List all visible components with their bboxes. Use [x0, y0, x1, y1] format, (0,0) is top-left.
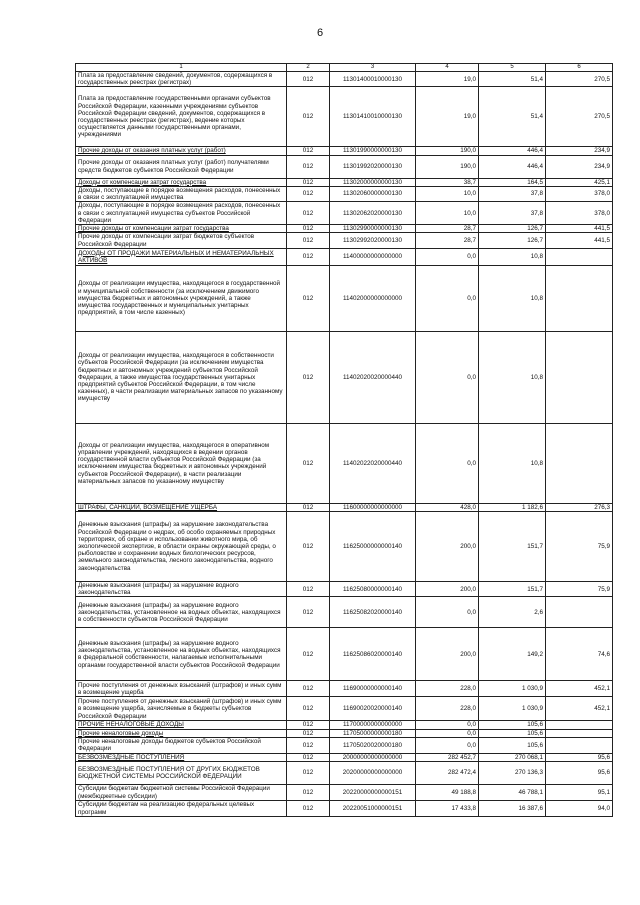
header-cell: 5: [479, 64, 546, 72]
page-number: 6: [316, 27, 324, 39]
row-planned-cell: 49 188,8: [416, 785, 479, 801]
row-admin-code-cell: 012: [287, 248, 330, 265]
row-percent-cell: 425,1: [546, 178, 613, 186]
table-row: [76, 72, 613, 87]
row-budget-code-cell: 11302990000000130: [330, 225, 416, 233]
row-name-cell: Прочие доходы от компенсации затрат государства: [76, 225, 287, 233]
row-budget-code-cell: 11301400010000130: [330, 72, 416, 87]
row-admin-code-cell: 012: [287, 737, 330, 753]
row-budget-code-cell: 20220000000000151: [330, 785, 416, 801]
row-planned-cell: 228,0: [416, 681, 479, 697]
row-percent-cell: [546, 248, 613, 265]
row-planned-cell: 282 452,7: [416, 753, 479, 761]
table-row: [76, 762, 613, 785]
row-planned-cell: 0,0: [416, 729, 479, 737]
row-admin-code-cell: 012: [287, 155, 330, 178]
row-admin-code-cell: 012: [287, 628, 330, 681]
row-budget-code-cell: 11700000000000000: [330, 721, 416, 729]
row-actual-cell: 51,4: [479, 72, 546, 87]
row-name-cell: Доходы, поступающие в порядке возмещения расходов, понесенных в связи с эксплуатацией имущества субъектов Российской Федерации: [76, 202, 287, 225]
row-planned-cell: 228,0: [416, 697, 479, 721]
header-cell: 4: [416, 64, 479, 72]
row-budget-code-cell: 11600000000000000: [330, 503, 416, 511]
row-percent-cell: [546, 597, 613, 628]
table-row: [76, 178, 613, 186]
row-budget-code-cell: 11402000000000000: [330, 265, 416, 331]
row-admin-code-cell: 012: [287, 681, 330, 697]
row-name-cell: ШТРАФЫ, САНКЦИИ, ВОЗМЕЩЕНИЕ УЩЕРБА: [76, 503, 287, 511]
table-row: [76, 186, 613, 201]
row-planned-cell: 190,0: [416, 155, 479, 178]
row-actual-cell: 10,8: [479, 423, 546, 503]
row-admin-code-cell: 012: [287, 582, 330, 597]
row-name-cell: Прочие доходы от оказания платных услуг (работ): [76, 147, 287, 155]
row-planned-cell: 38,7: [416, 178, 479, 186]
row-name-cell: Прочие доходы от оказания платных услуг (работ) получателями средств бюджетов субъектов Российской Федерации: [76, 155, 287, 178]
table-row: [76, 729, 613, 737]
table-row: [76, 753, 613, 761]
row-actual-cell: 51,4: [479, 87, 546, 147]
row-percent-cell: 95,1: [546, 785, 613, 801]
row-name-cell: Прочие неналоговые доходы бюджетов субъектов Российской Федерации: [76, 737, 287, 753]
row-actual-cell: 2,6: [479, 597, 546, 628]
row-name-cell: Доходы от реализации имущества, находящегося в собственности субъектов Российской Федерации (за исключением имущества бюджетных и автономных учреждений субъектов Российской Федерации, а также имущества государственных унитарных предприятий субъектов Российской Федерации, в том числе казенных), в части реализации материальных запасов по указанному имуществу: [76, 331, 287, 423]
row-admin-code-cell: 012: [287, 423, 330, 503]
header-cell: 1: [76, 64, 287, 72]
table-row: [76, 248, 613, 265]
row-actual-cell: 151,7: [479, 512, 546, 582]
row-planned-cell: 200,0: [416, 582, 479, 597]
table-row: [76, 87, 613, 147]
row-name-cell: Денежные взыскания (штрафы) за нарушение водного законодательства: [76, 582, 287, 597]
row-budget-code-cell: 11301992020000130: [330, 155, 416, 178]
table-row: [76, 503, 613, 511]
row-planned-cell: 190,0: [416, 147, 479, 155]
row-actual-cell: 270 068,1: [479, 753, 546, 761]
row-budget-code-cell: 11302062020000130: [330, 202, 416, 225]
row-planned-cell: 19,0: [416, 87, 479, 147]
row-name-cell: БЕЗВОЗМЕЗДНЫЕ ПОСТУПЛЕНИЯ ОТ ДРУГИХ БЮДЖЕТОВ БЮДЖЕТНОЙ СИСТЕМЫ РОССИЙСКОЙ ФЕДЕРАЦИИ: [76, 762, 287, 785]
row-admin-code-cell: 012: [287, 721, 330, 729]
row-percent-cell: 270,5: [546, 87, 613, 147]
row-actual-cell: 1 030,9: [479, 697, 546, 721]
row-actual-cell: 105,6: [479, 721, 546, 729]
row-percent-cell: 270,5: [546, 72, 613, 87]
table-row: [76, 785, 613, 801]
row-name-cell: Субсидии бюджетам на реализацию федеральных целевых программ: [76, 801, 287, 817]
row-percent-cell: 452,1: [546, 697, 613, 721]
row-budget-code-cell: 11302000000000130: [330, 178, 416, 186]
row-actual-cell: 16 387,6: [479, 801, 546, 817]
row-name-cell: Прочие доходы от компенсации затрат бюджетов субъектов Российской Федерации: [76, 233, 287, 248]
row-admin-code-cell: 012: [287, 512, 330, 582]
row-planned-cell: 0,0: [416, 265, 479, 331]
row-admin-code-cell: 012: [287, 202, 330, 225]
row-planned-cell: 0,0: [416, 248, 479, 265]
table-row: [76, 202, 613, 225]
row-budget-code-cell: 11625086020000140: [330, 628, 416, 681]
table-row: [76, 233, 613, 248]
row-budget-code-cell: 20200000000000000: [330, 762, 416, 785]
table-row: [76, 628, 613, 681]
row-name-cell: Плата за предоставление государственными органами субъектов Российской Федерации, казенными учреждениями субъектов Российской Федерации сведений, документов, содержащихся в государственных реестрах (регистрах), ведение которых осуществляется данными государственными органами, учреждениями: [76, 87, 287, 147]
row-planned-cell: 19,0: [416, 72, 479, 87]
row-admin-code-cell: 012: [287, 597, 330, 628]
row-percent-cell: 75,9: [546, 582, 613, 597]
row-percent-cell: 452,1: [546, 681, 613, 697]
row-name-cell: Денежные взыскания (штрафы) за нарушение водного законодательства, установленное на водных объектах, находящихся в собственности субъектов Российской Федерации: [76, 597, 287, 628]
row-actual-cell: 10,8: [479, 265, 546, 331]
row-percent-cell: 276,3: [546, 503, 613, 511]
row-actual-cell: 105,6: [479, 737, 546, 753]
row-budget-code-cell: 11705000000000180: [330, 729, 416, 737]
row-actual-cell: 446,4: [479, 147, 546, 155]
table-row: [76, 737, 613, 753]
row-budget-code-cell: 11302992020000130: [330, 233, 416, 248]
row-planned-cell: 0,0: [416, 721, 479, 729]
row-planned-cell: 10,0: [416, 202, 479, 225]
row-actual-cell: 126,7: [479, 233, 546, 248]
row-percent-cell: 95,6: [546, 753, 613, 761]
row-budget-code-cell: 11301410010000130: [330, 87, 416, 147]
row-planned-cell: 200,0: [416, 512, 479, 582]
table-row: [76, 801, 613, 817]
row-percent-cell: 95,6: [546, 762, 613, 785]
row-actual-cell: 164,5: [479, 178, 546, 186]
table-row: [76, 265, 613, 331]
row-admin-code-cell: 012: [287, 147, 330, 155]
table-row: [76, 582, 613, 597]
row-name-cell: Прочие неналоговые доходы: [76, 729, 287, 737]
table-row: [76, 423, 613, 503]
row-percent-cell: 94,0: [546, 801, 613, 817]
row-admin-code-cell: 012: [287, 801, 330, 817]
row-planned-cell: 0,0: [416, 331, 479, 423]
row-actual-cell: 270 136,3: [479, 762, 546, 785]
row-budget-code-cell: 11690020020000140: [330, 697, 416, 721]
row-admin-code-cell: 012: [287, 729, 330, 737]
row-actual-cell: 126,7: [479, 225, 546, 233]
table-row: [76, 155, 613, 178]
row-planned-cell: 10,0: [416, 186, 479, 201]
row-planned-cell: 428,0: [416, 503, 479, 511]
row-budget-code-cell: 11625080000000140: [330, 582, 416, 597]
row-budget-code-cell: 11625082020000140: [330, 597, 416, 628]
row-percent-cell: 441,5: [546, 233, 613, 248]
row-percent-cell: [546, 423, 613, 503]
row-name-cell: Денежные взыскания (штрафы) за нарушение водного законодательства, установленное на водных объектах, находящихся в федеральной собственности, налагаемые исполнительными органами государственной власти субъектов Российской Федерации: [76, 628, 287, 681]
row-name-cell: Прочие поступления от денежных взысканий (штрафов) и иных сумм в возмещение ущерба: [76, 681, 287, 697]
header-cell: 6: [546, 64, 613, 72]
table-row: [76, 225, 613, 233]
row-admin-code-cell: 012: [287, 186, 330, 201]
row-actual-cell: 149,2: [479, 628, 546, 681]
row-percent-cell: 75,9: [546, 512, 613, 582]
row-admin-code-cell: 012: [287, 72, 330, 87]
row-budget-code-cell: 11301990000000130: [330, 147, 416, 155]
row-name-cell: ПРОЧИЕ НЕНАЛОГОВЫЕ ДОХОДЫ: [76, 721, 287, 729]
row-planned-cell: 0,0: [416, 737, 479, 753]
row-admin-code-cell: 012: [287, 697, 330, 721]
table-row: [76, 147, 613, 155]
row-budget-code-cell: 11400000000000000: [330, 248, 416, 265]
row-percent-cell: 378,0: [546, 186, 613, 201]
row-actual-cell: 151,7: [479, 582, 546, 597]
row-admin-code-cell: 012: [287, 265, 330, 331]
row-percent-cell: [546, 737, 613, 753]
row-planned-cell: 282 472,4: [416, 762, 479, 785]
row-budget-code-cell: 20220051000000151: [330, 801, 416, 817]
row-name-cell: Доходы, поступающие в порядке возмещения расходов, понесенных в связи с эксплуатацией имущества: [76, 186, 287, 201]
table-row: [76, 721, 613, 729]
row-admin-code-cell: 012: [287, 87, 330, 147]
row-name-cell: ДОХОДЫ ОТ ПРОДАЖИ МАТЕРИАЛЬНЫХ И НЕМАТЕРИАЛЬНЫХ АКТИВОВ: [76, 248, 287, 265]
revenue-table: [75, 63, 613, 817]
table-header-row: [76, 64, 613, 72]
row-admin-code-cell: 012: [287, 233, 330, 248]
row-budget-code-cell: 11402022020000440: [330, 423, 416, 503]
row-name-cell: Прочие поступления от денежных взысканий (штрафов) и иных сумм в возмещение ущерба, зачисляемые в бюджеты субъектов Российской Федерации: [76, 697, 287, 721]
row-actual-cell: 10,8: [479, 248, 546, 265]
table-row: [76, 697, 613, 721]
row-planned-cell: 0,0: [416, 423, 479, 503]
table-row: [76, 331, 613, 423]
row-admin-code-cell: 012: [287, 225, 330, 233]
row-planned-cell: 0,0: [416, 597, 479, 628]
row-admin-code-cell: 012: [287, 503, 330, 511]
row-percent-cell: 234,9: [546, 155, 613, 178]
row-name-cell: Доходы от реализации имущества, находящегося в государственной и муниципальной собственности (за исключением движимого имущества бюджетных и автономных учреждений, а также имущества государственных и муниципальных унитарных предприятий, в том числе казенных): [76, 265, 287, 331]
row-planned-cell: 28,7: [416, 225, 479, 233]
row-budget-code-cell: 11705020020000180: [330, 737, 416, 753]
row-budget-code-cell: 20000000000000000: [330, 753, 416, 761]
row-admin-code-cell: 012: [287, 753, 330, 761]
row-admin-code-cell: 012: [287, 178, 330, 186]
row-actual-cell: 1 182,6: [479, 503, 546, 511]
row-name-cell: Субсидии бюджетам бюджетной системы Российской Федерации (межбюджетные субсидии): [76, 785, 287, 801]
row-admin-code-cell: 012: [287, 331, 330, 423]
row-name-cell: Денежные взыскания (штрафы) за нарушение законодательства Российской Федерации о недрах, об особо охраняемых природных территориях, об охране и использовании животного мира, об экологической экспертизе, в области охраны окружающей среды, о рыболовстве и сохранении водных биологических ресурсов, земельного законодательства, лесного законодательства, водного законодательства: [76, 512, 287, 582]
row-actual-cell: 46 788,1: [479, 785, 546, 801]
row-percent-cell: [546, 331, 613, 423]
row-planned-cell: 17 433,8: [416, 801, 479, 817]
row-name-cell: Плата за предоставление сведений, документов, содержащихся в государственных реестрах (регистрах): [76, 72, 287, 87]
row-planned-cell: 200,0: [416, 628, 479, 681]
row-percent-cell: 234,9: [546, 147, 613, 155]
row-budget-code-cell: 11302060000000130: [330, 186, 416, 201]
row-admin-code-cell: 012: [287, 762, 330, 785]
row-percent-cell: [546, 729, 613, 737]
row-budget-code-cell: 11625000000000140: [330, 512, 416, 582]
table-row: [76, 512, 613, 582]
row-actual-cell: 446,4: [479, 155, 546, 178]
table-row: [76, 597, 613, 628]
row-planned-cell: 28,7: [416, 233, 479, 248]
row-name-cell: Доходы от реализации имущества, находящегося в оперативном управлении учреждений, находящихся в ведении органов государственной власти субъектов Российской Федерации (за исключением имущества бюджетных и автономных учреждений субъектов Российской Федерации), в части реализации материальных запасов по указанному имуществу: [76, 423, 287, 503]
row-actual-cell: 37,8: [479, 186, 546, 201]
row-actual-cell: 105,6: [479, 729, 546, 737]
row-percent-cell: 378,0: [546, 202, 613, 225]
table-row: [76, 681, 613, 697]
row-percent-cell: 74,6: [546, 628, 613, 681]
header-cell: 2: [287, 64, 330, 72]
row-actual-cell: 37,8: [479, 202, 546, 225]
header-cell: 3: [330, 64, 416, 72]
row-percent-cell: [546, 265, 613, 331]
row-budget-code-cell: 11690000000000140: [330, 681, 416, 697]
row-percent-cell: [546, 721, 613, 729]
row-actual-cell: 1 030,9: [479, 681, 546, 697]
row-budget-code-cell: 11402020020000440: [330, 331, 416, 423]
row-admin-code-cell: 012: [287, 785, 330, 801]
row-name-cell: БЕЗВОЗМЕЗДНЫЕ ПОСТУПЛЕНИЯ: [76, 753, 287, 761]
row-percent-cell: 441,5: [546, 225, 613, 233]
row-name-cell: Доходы от компенсации затрат государства: [76, 178, 287, 186]
row-actual-cell: 10,8: [479, 331, 546, 423]
